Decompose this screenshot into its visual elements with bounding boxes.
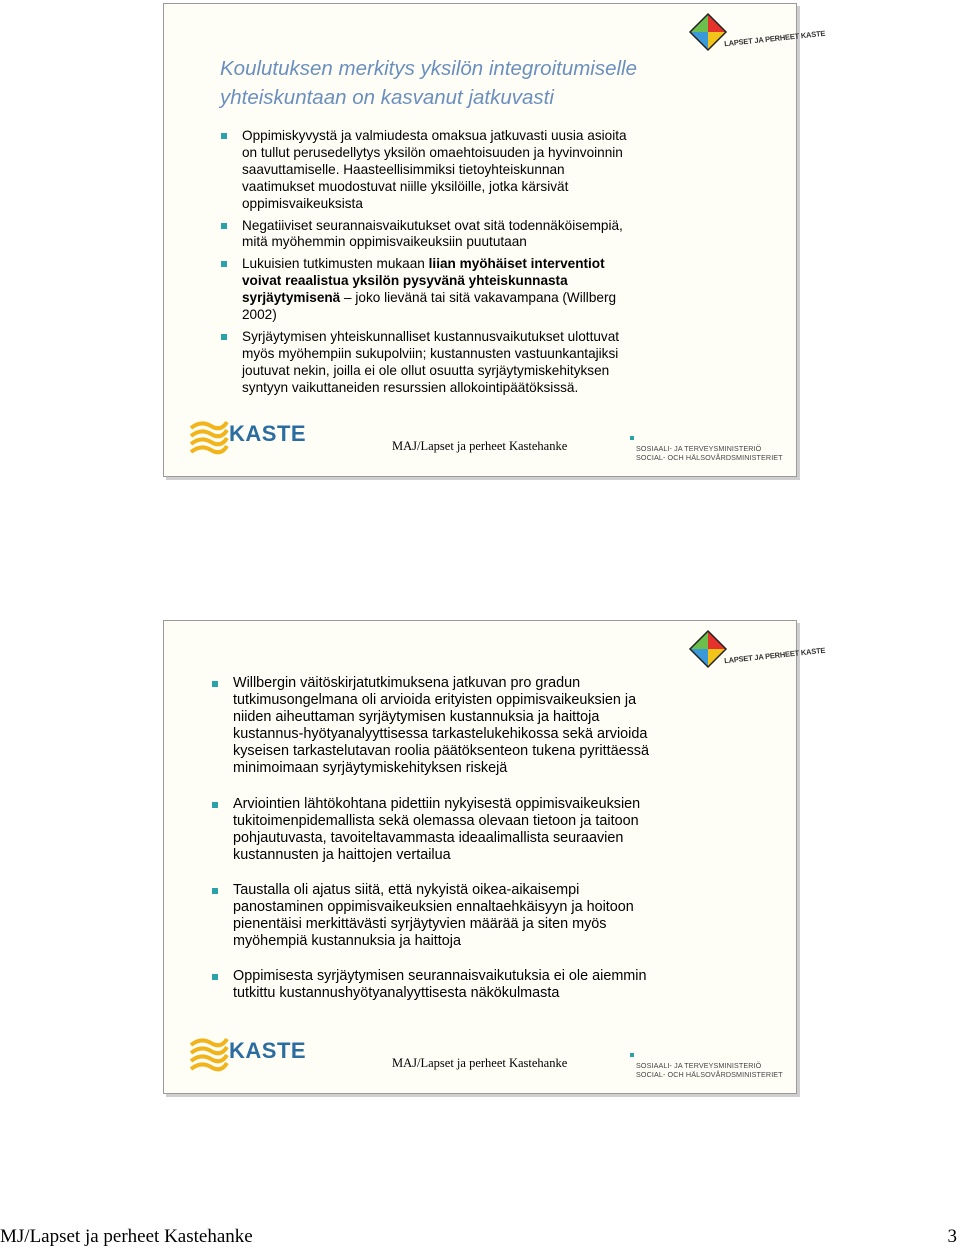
- slide-2: [163, 620, 826, 1094]
- bullet-item: [212, 968, 772, 1002]
- page-footer-text: MJ/Lapset ja perheet Kastehanke: [0, 1226, 253, 1247]
- slide-footer: MAJ/Lapset ja perheet Kastehanke: [392, 439, 568, 453]
- title-line: yhteiskuntaan on kasvanut jatkuvasti: [220, 86, 554, 109]
- bullet-item: [212, 796, 772, 864]
- text-line: Negatiiviset seurannaisvaikutukset ovat sitä todennäköisempiä,: [242, 217, 623, 233]
- logo-text: LAPSET JA PERHEET KASTE: [723, 28, 826, 49]
- text-line: kustannusten ja haittojen vertailua: [233, 846, 451, 863]
- text-line: Syrjäytymisen yhteiskunnalliset kustannusvaikutukset ulottuvat: [242, 328, 620, 344]
- bullet-item: [221, 256, 766, 324]
- bullet-item: [221, 128, 766, 213]
- text-line: Taustalla oli ajatus siitä, että nykyistä oikea-aikaisempi: [233, 881, 580, 898]
- text-line: 2002): [242, 307, 277, 323]
- text-line: Oppimiskyvystä ja valmiudesta omaksua jatkuvasti uusia asioita: [242, 128, 627, 143]
- text-line: [242, 256, 766, 273]
- slide-1: [163, 3, 826, 477]
- diamond-logo-icon: [688, 629, 728, 669]
- ministry-line: SOCIAL- OCH HÄLSOVÅRDSMINISTERIET: [636, 453, 783, 462]
- bold-text: voivat reaalistua yksilön pysyvänä yhteiskunnasta: [242, 273, 568, 289]
- kaste-wordmark: KASTE: [229, 1038, 307, 1063]
- bullet-square-icon: [221, 223, 227, 229]
- bold-text: syrjäytymisenä: [242, 290, 341, 306]
- text-line: pienentäisi merkittävästi syrjäytyvien määrää ja siten myös: [233, 916, 607, 933]
- bullet-item: [212, 882, 772, 950]
- text-line: joutuvat nekin, joilla ei ole ollut osuutta syrjäytymiskehityksen: [242, 362, 610, 378]
- text-line: tutkittu kustannushyötyanalyyttisesta näkökulmasta: [233, 985, 560, 1002]
- bullet-item: [221, 329, 766, 397]
- bullet-square-icon: [212, 802, 218, 808]
- text-line: tukitoimenpidemallista sekä olemassa olevaan tietoon ja taitoon: [233, 812, 639, 829]
- page-number: 3: [947, 1226, 957, 1247]
- text-line: myös myöhempiin sukupolviin; kustannusten vastuunkantajiksi: [242, 345, 619, 361]
- text-line: [242, 290, 766, 307]
- title-line: Koulutuksen merkitys yksilön integroitumiselle: [220, 57, 638, 80]
- text-line: saavuttamiselle. Haasteellisimmiksi tietoyhteiskunnan: [242, 161, 565, 177]
- bullet-item: [221, 218, 766, 252]
- text-line: minimoimaan syrjäytymiskehityksen riskejä: [233, 760, 508, 777]
- bullet-square-icon: [212, 974, 218, 980]
- bullet-list: [221, 128, 766, 402]
- text-fragment: – joko lievänä tai sitä vakavampana (Willberg: [340, 290, 617, 306]
- text-line: syntyyn vaikuttaneiden resurssien allokointipäätöksissä.: [242, 379, 579, 395]
- text-line: on tullut perusedellytys yksilön omaehtoisuuden ja hyvinvoinnin: [242, 144, 623, 160]
- text-line: kyseisen tarkastelutavan roolia päätöksenteon tukena pyrittäessä: [233, 743, 649, 760]
- kaste-wordmark: KASTE: [229, 421, 307, 446]
- bullet-square-icon: [221, 334, 227, 340]
- ministry-line: SOCIAL- OCH HÄLSOVÅRDSMINISTERIET: [636, 1070, 783, 1079]
- text-line: tutkimusongelmana oli arvioida erityisten oppimisvaikeuksien ja: [233, 692, 637, 709]
- text-line: niiden aiheuttaman syrjäytymisen kustannuksia ja haittoja: [233, 709, 600, 726]
- text-line: mitä myöhemmin oppimisvaikeuksiin puututaan: [242, 234, 527, 250]
- bullet-list: [212, 675, 772, 1021]
- text-line: vaatimukset muodostuvat niille yksilöille, jotka kärsivät: [242, 178, 569, 194]
- ministry-logo: [630, 444, 790, 462]
- kaste-waves-icon: [189, 416, 229, 456]
- slide-title: [220, 54, 740, 112]
- text-line: Arviointien lähtökohtana pidettiin nykyisestä oppimisvaikeuksien: [233, 795, 641, 812]
- kaste-logo: [189, 1033, 309, 1073]
- text-line: oppimisvaikeuksista: [242, 195, 363, 211]
- bullet-square-icon: [212, 888, 218, 894]
- bullet-square-icon: [212, 681, 218, 687]
- bold-text: liian myöhäiset interventiot: [428, 256, 605, 272]
- kaste-waves-icon: [189, 1033, 229, 1073]
- diamond-logo-icon: [688, 12, 728, 52]
- kaste-logo: [189, 416, 309, 456]
- logo-text: LAPSET JA PERHEET KASTE: [723, 645, 826, 666]
- ministry-line: SOSIAALI- JA TERVEYSMINISTERIÖ: [636, 1061, 762, 1070]
- text-line: Willbergin väitöskirjatutkimuksena jatkuvan pro gradun: [233, 675, 581, 691]
- text-line: myöhempiä kustannuksia ja haittoja: [233, 933, 461, 950]
- text-line: panostaminen oppimisvaikeuksien ennaltaehkäisyyn ja hoitoon: [233, 899, 634, 916]
- ministry-line: SOSIAALI- JA TERVEYSMINISTERIÖ: [636, 444, 762, 453]
- ministry-mark-icon: [630, 1053, 634, 1057]
- slide-footer: MAJ/Lapset ja perheet Kastehanke: [392, 1056, 568, 1070]
- text-line: kustannus-hyötyanalyyttisessa tarkastelukehikossa sekä arvioida: [233, 726, 648, 743]
- text-line: Oppimisesta syrjäytymisen seurannaisvaikutuksia ei ole aiemmin: [233, 968, 647, 985]
- text-fragment: Lukuisien tutkimusten mukaan: [242, 256, 429, 272]
- ministry-logo: [630, 1061, 790, 1079]
- bullet-item: [212, 675, 772, 778]
- text-line: pohjautuvasta, tavoiteltavammasta ideaalimallista seuraavien: [233, 829, 624, 846]
- bullet-square-icon: [221, 261, 227, 267]
- bullet-square-icon: [221, 133, 227, 139]
- ministry-mark-icon: [630, 436, 634, 440]
- text-line: [242, 273, 766, 290]
